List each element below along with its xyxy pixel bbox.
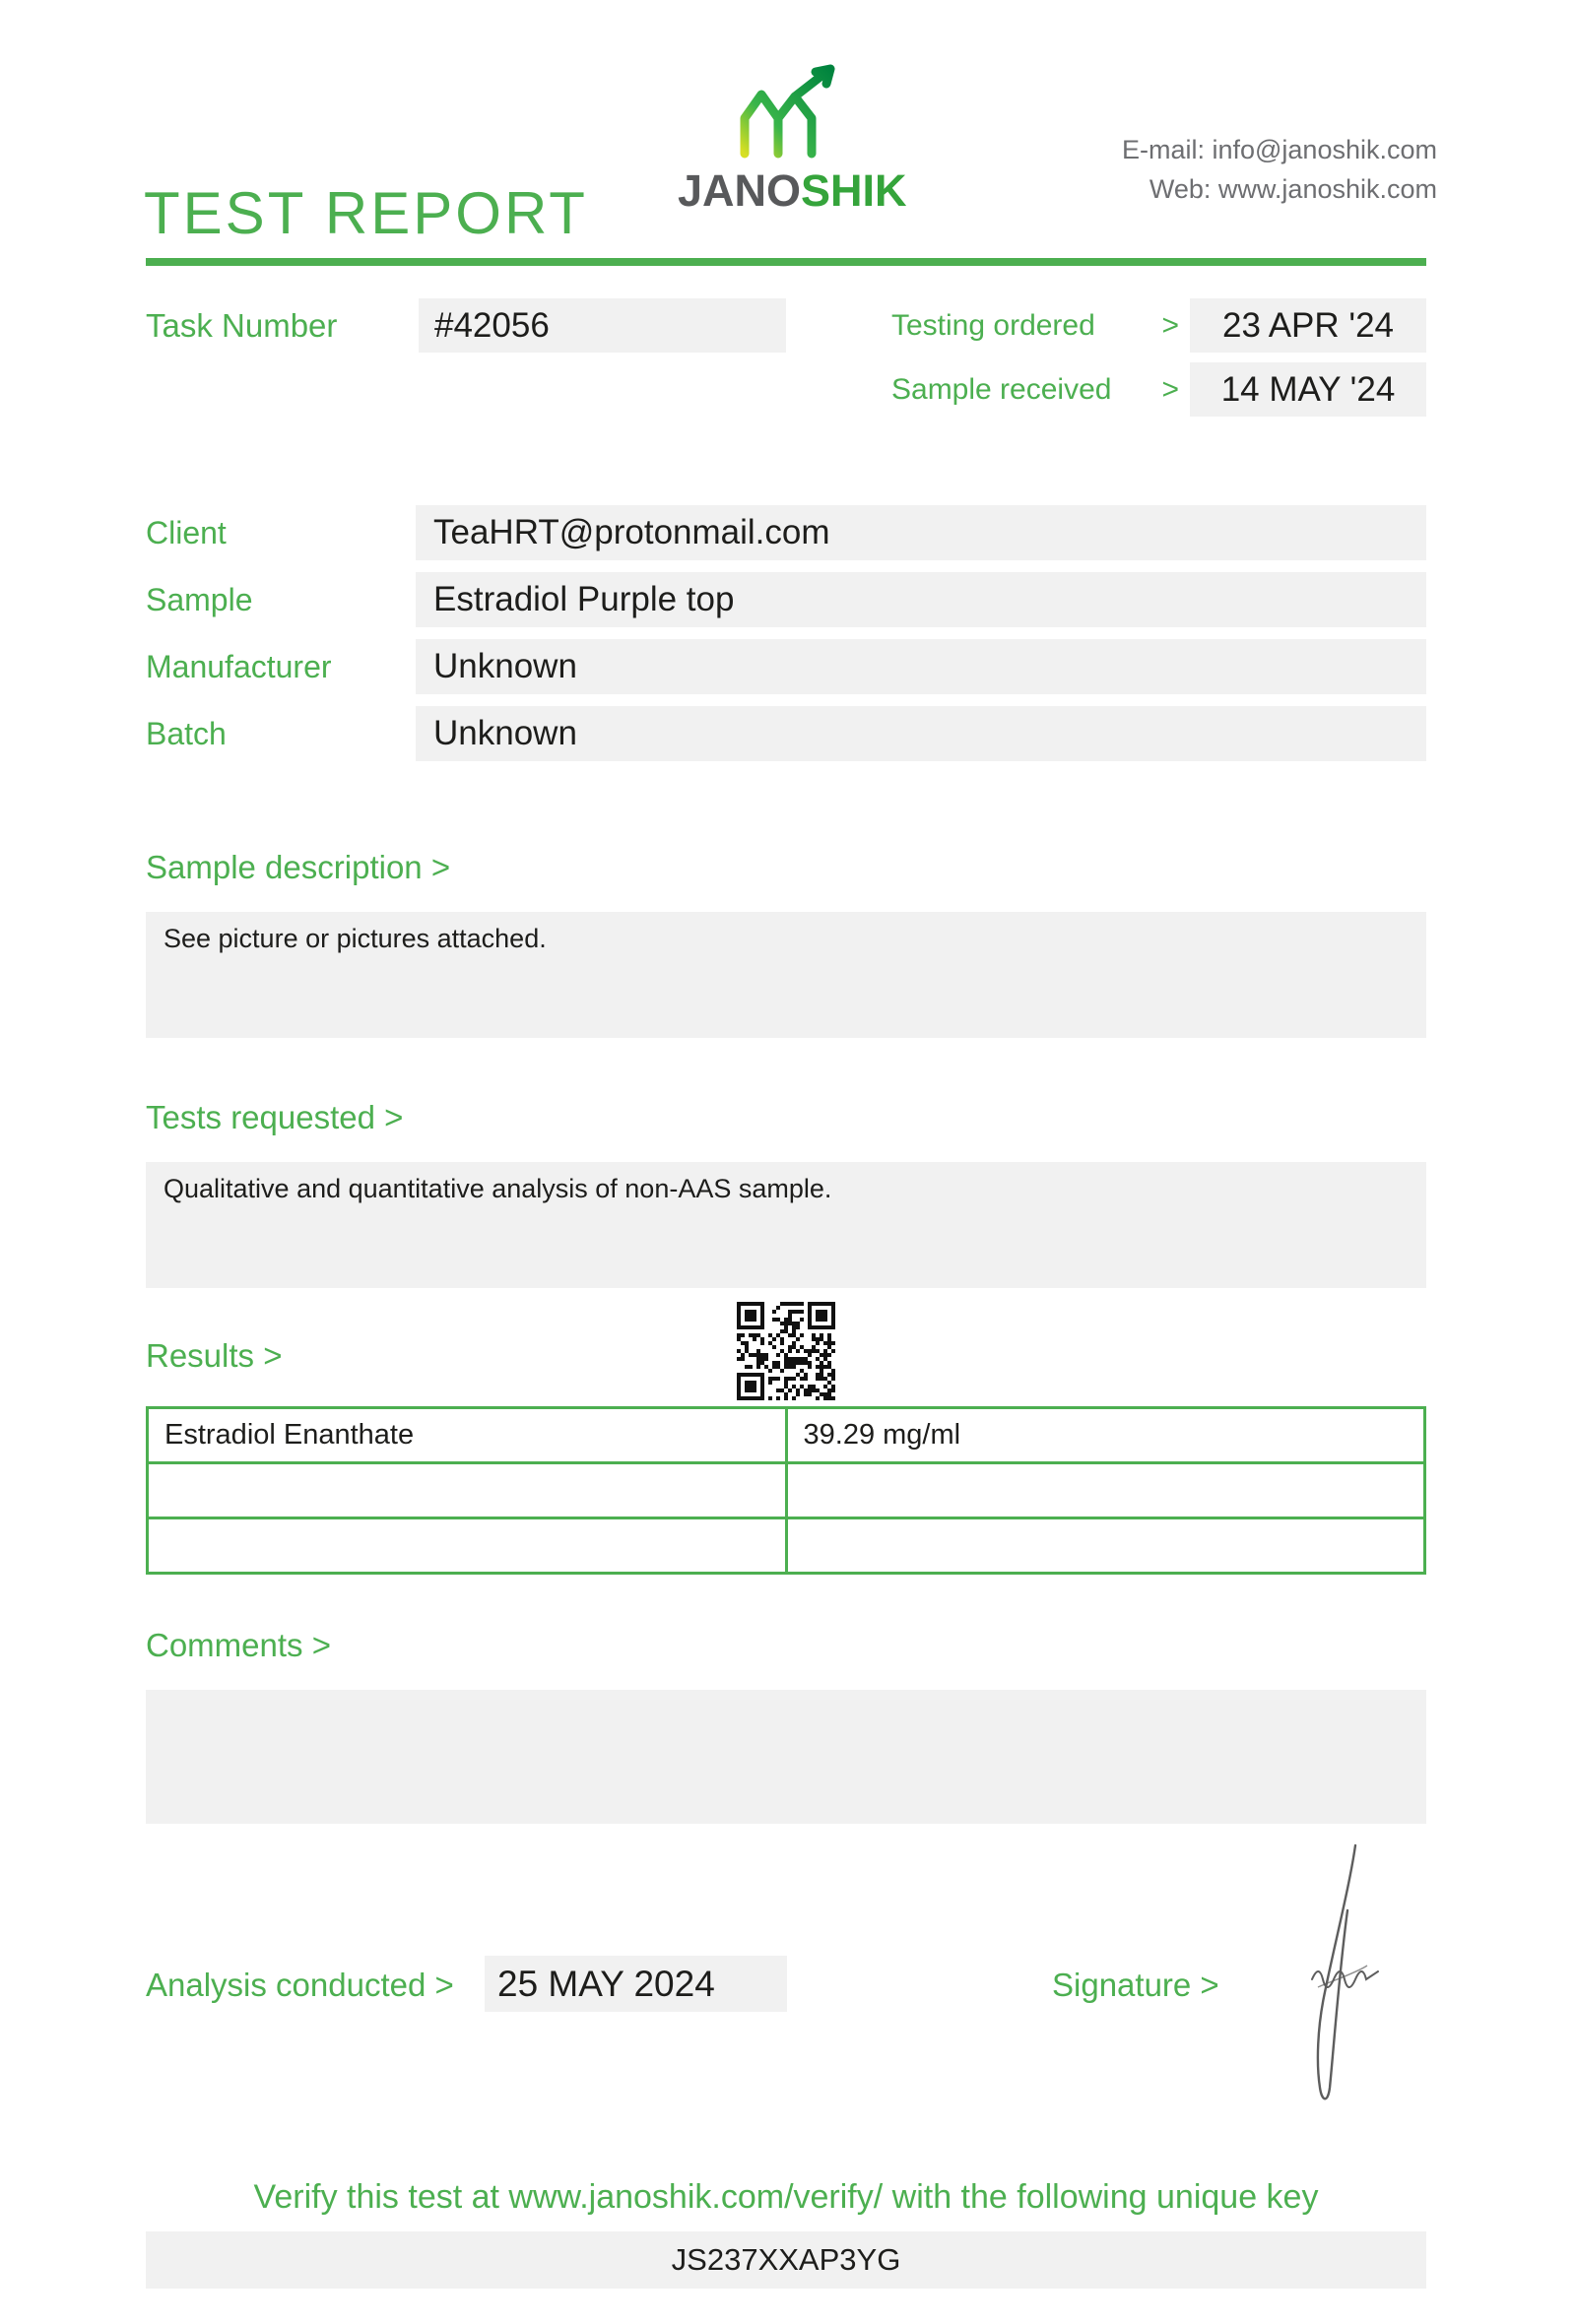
verify-key: JS237XXAP3YG <box>146 2231 1426 2289</box>
result-cell <box>786 1518 1425 1574</box>
sample-label: Sample <box>146 582 253 617</box>
sample-received-label <box>891 362 1179 417</box>
sample-description-box: See picture or pictures attached. <box>146 912 1426 1038</box>
task-number-label: Task Number <box>146 307 338 344</box>
manufacturer-value: Unknown <box>416 639 1426 694</box>
client-label: Client <box>146 515 227 550</box>
testing-ordered-text: Testing ordered <box>891 309 1095 342</box>
comments-heading: Comments > <box>146 1627 331 1663</box>
table-row <box>148 1518 1425 1574</box>
page-title: TEST REPORT <box>144 180 588 247</box>
table-row <box>148 1408 1425 1463</box>
contact-email: E-mail: info@janoshik.com <box>1121 135 1437 164</box>
result-cell <box>786 1463 1425 1518</box>
arrow-glyph: > <box>1161 373 1179 406</box>
tests-requested-heading: Tests requested > <box>146 1099 404 1135</box>
growth-chart-icon <box>735 61 843 161</box>
analyte-cell <box>148 1518 787 1574</box>
result-cell: 39.29 mg/ml <box>786 1408 1425 1463</box>
arrow-glyph: > <box>1161 309 1179 342</box>
results-heading: Results > <box>146 1337 283 1374</box>
signature-scribble <box>1261 1840 1409 2113</box>
qr-code <box>737 1302 835 1400</box>
contact-web: Web: www.janoshik.com <box>1149 174 1437 204</box>
janoshik-logo <box>678 165 907 217</box>
testing-ordered-label <box>891 298 1179 353</box>
results-table <box>146 1406 1426 1575</box>
manufacturer-label: Manufacturer <box>146 649 332 684</box>
header-divider <box>146 258 1426 266</box>
client-value: TeaHRT@protonmail.com <box>416 505 1426 560</box>
batch-label: Batch <box>146 716 227 751</box>
sample-description-heading: Sample description > <box>146 849 451 885</box>
sample-value: Estradiol Purple top <box>416 572 1426 627</box>
contact-block <box>1122 130 1437 209</box>
task-number-value: #42056 <box>419 298 786 353</box>
logo-text-jano: JANO <box>678 165 802 216</box>
tests-requested-box: Qualitative and quantitative analysis of non-AAS sample. <box>146 1162 1426 1288</box>
comments-box <box>146 1690 1426 1824</box>
sample-received-value: 14 MAY '24 <box>1190 362 1426 417</box>
analyte-cell: Estradiol Enanthate <box>148 1408 787 1463</box>
analysis-conducted-label: Analysis conducted > <box>146 1967 454 2003</box>
analyte-cell <box>148 1463 787 1518</box>
signature-label: Signature > <box>1052 1967 1219 2003</box>
batch-value: Unknown <box>416 706 1426 761</box>
logo-text-shik: SHIK <box>801 165 907 216</box>
table-row <box>148 1463 1425 1518</box>
verify-instruction: Verify this test at www.janoshik.com/verify/ with the following unique key <box>253 2178 1319 2216</box>
testing-ordered-value: 23 APR '24 <box>1190 298 1426 353</box>
sample-received-text: Sample received <box>891 373 1112 406</box>
analysis-conducted-value: 25 MAY 2024 <box>485 1956 787 2012</box>
